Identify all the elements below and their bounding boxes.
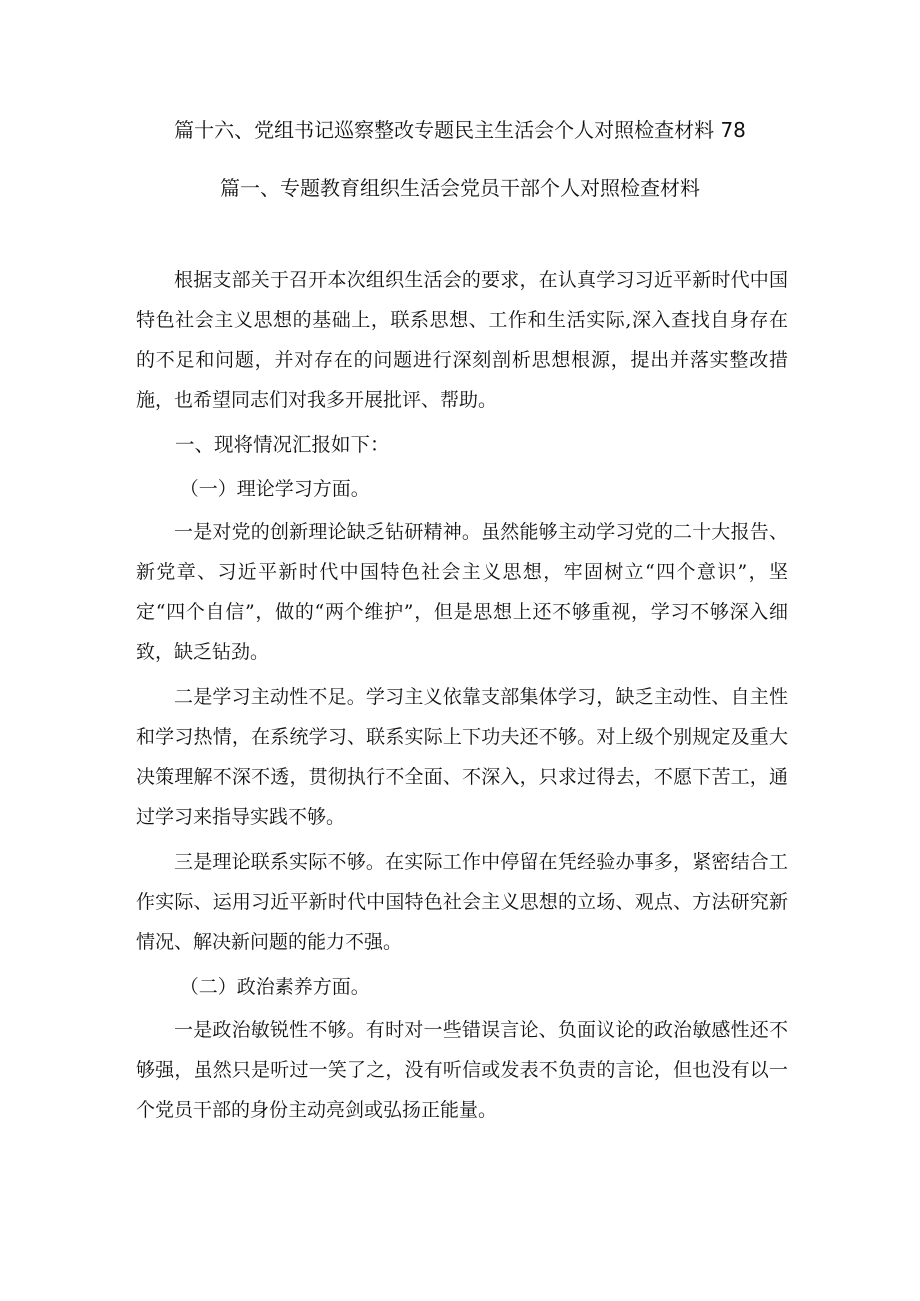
subsection-heading-politics: （二）政治素养方面。 — [179, 976, 370, 998]
section-heading: 一、现将情况汇报如下： — [175, 433, 390, 456]
intro-paragraph: 根据支部关于召开本次组织生活会的要求，在认真学习习近平新时代中国特色社会主义思想的基础上，联系思想、工作和生活实际,深入查找自身存在的不足和问题，并对存在的问题进行深刻剖析思想根源，提出并落实整改措施，也希望同志们对我多开展批评、帮助。 — [136, 269, 788, 411]
paragraph-item-1: 一是对党的创新理论缺乏钻研精神。虽然能够主动学习党的二十大报告、新党章、习近平新时代中国特色社会主义思想，牢固树立“四个意识”，坚定“四个自信”，做的“两个维护”，但是思想上还不够重视，学习不够深入细致，缺乏钻劲。 — [136, 521, 788, 663]
paragraph-item-3: 三是理论联系实际不够。在实际工作中停留在凭经验办事多，紧密结合工作实际、运用习近平新时代中国特色社会主义思想的立场、观点、方法研究新情况、解决新问题的能力不强。 — [136, 851, 788, 953]
paragraph-item-4: 一是政治敏锐性不够。有时对一些错误言论、负面议论的政治敏感性还不够强，虽然只是听过一笑了之，没有听信或发表不负责的言论，但也没有以一个党员干部的身份主动亮剑或弘扬正能量。 — [136, 1019, 788, 1121]
document-title: 篇一、专题教育组织生活会党员干部个人对照检查材料 — [220, 176, 700, 200]
subsection-heading-theory: （一）理论学习方面。 — [179, 478, 370, 500]
toc-entry: 篇十六、党组书记巡察整改专题民主生活会个人对照检查材料 78 — [174, 118, 746, 142]
document-body — [136, 260, 788, 1130]
paragraph-item-2: 二是学习主动性不足。学习主义依靠支部集体学习，缺乏主动性、自主性和学习热情，在系统学习、联系实际上下功夫还不够。对上级个别规定及重大决策理解不深不透，贯彻执行不全面、不深入，只求过得去，不愿下苦工，通过学习来指导实践不够。 — [136, 686, 788, 828]
